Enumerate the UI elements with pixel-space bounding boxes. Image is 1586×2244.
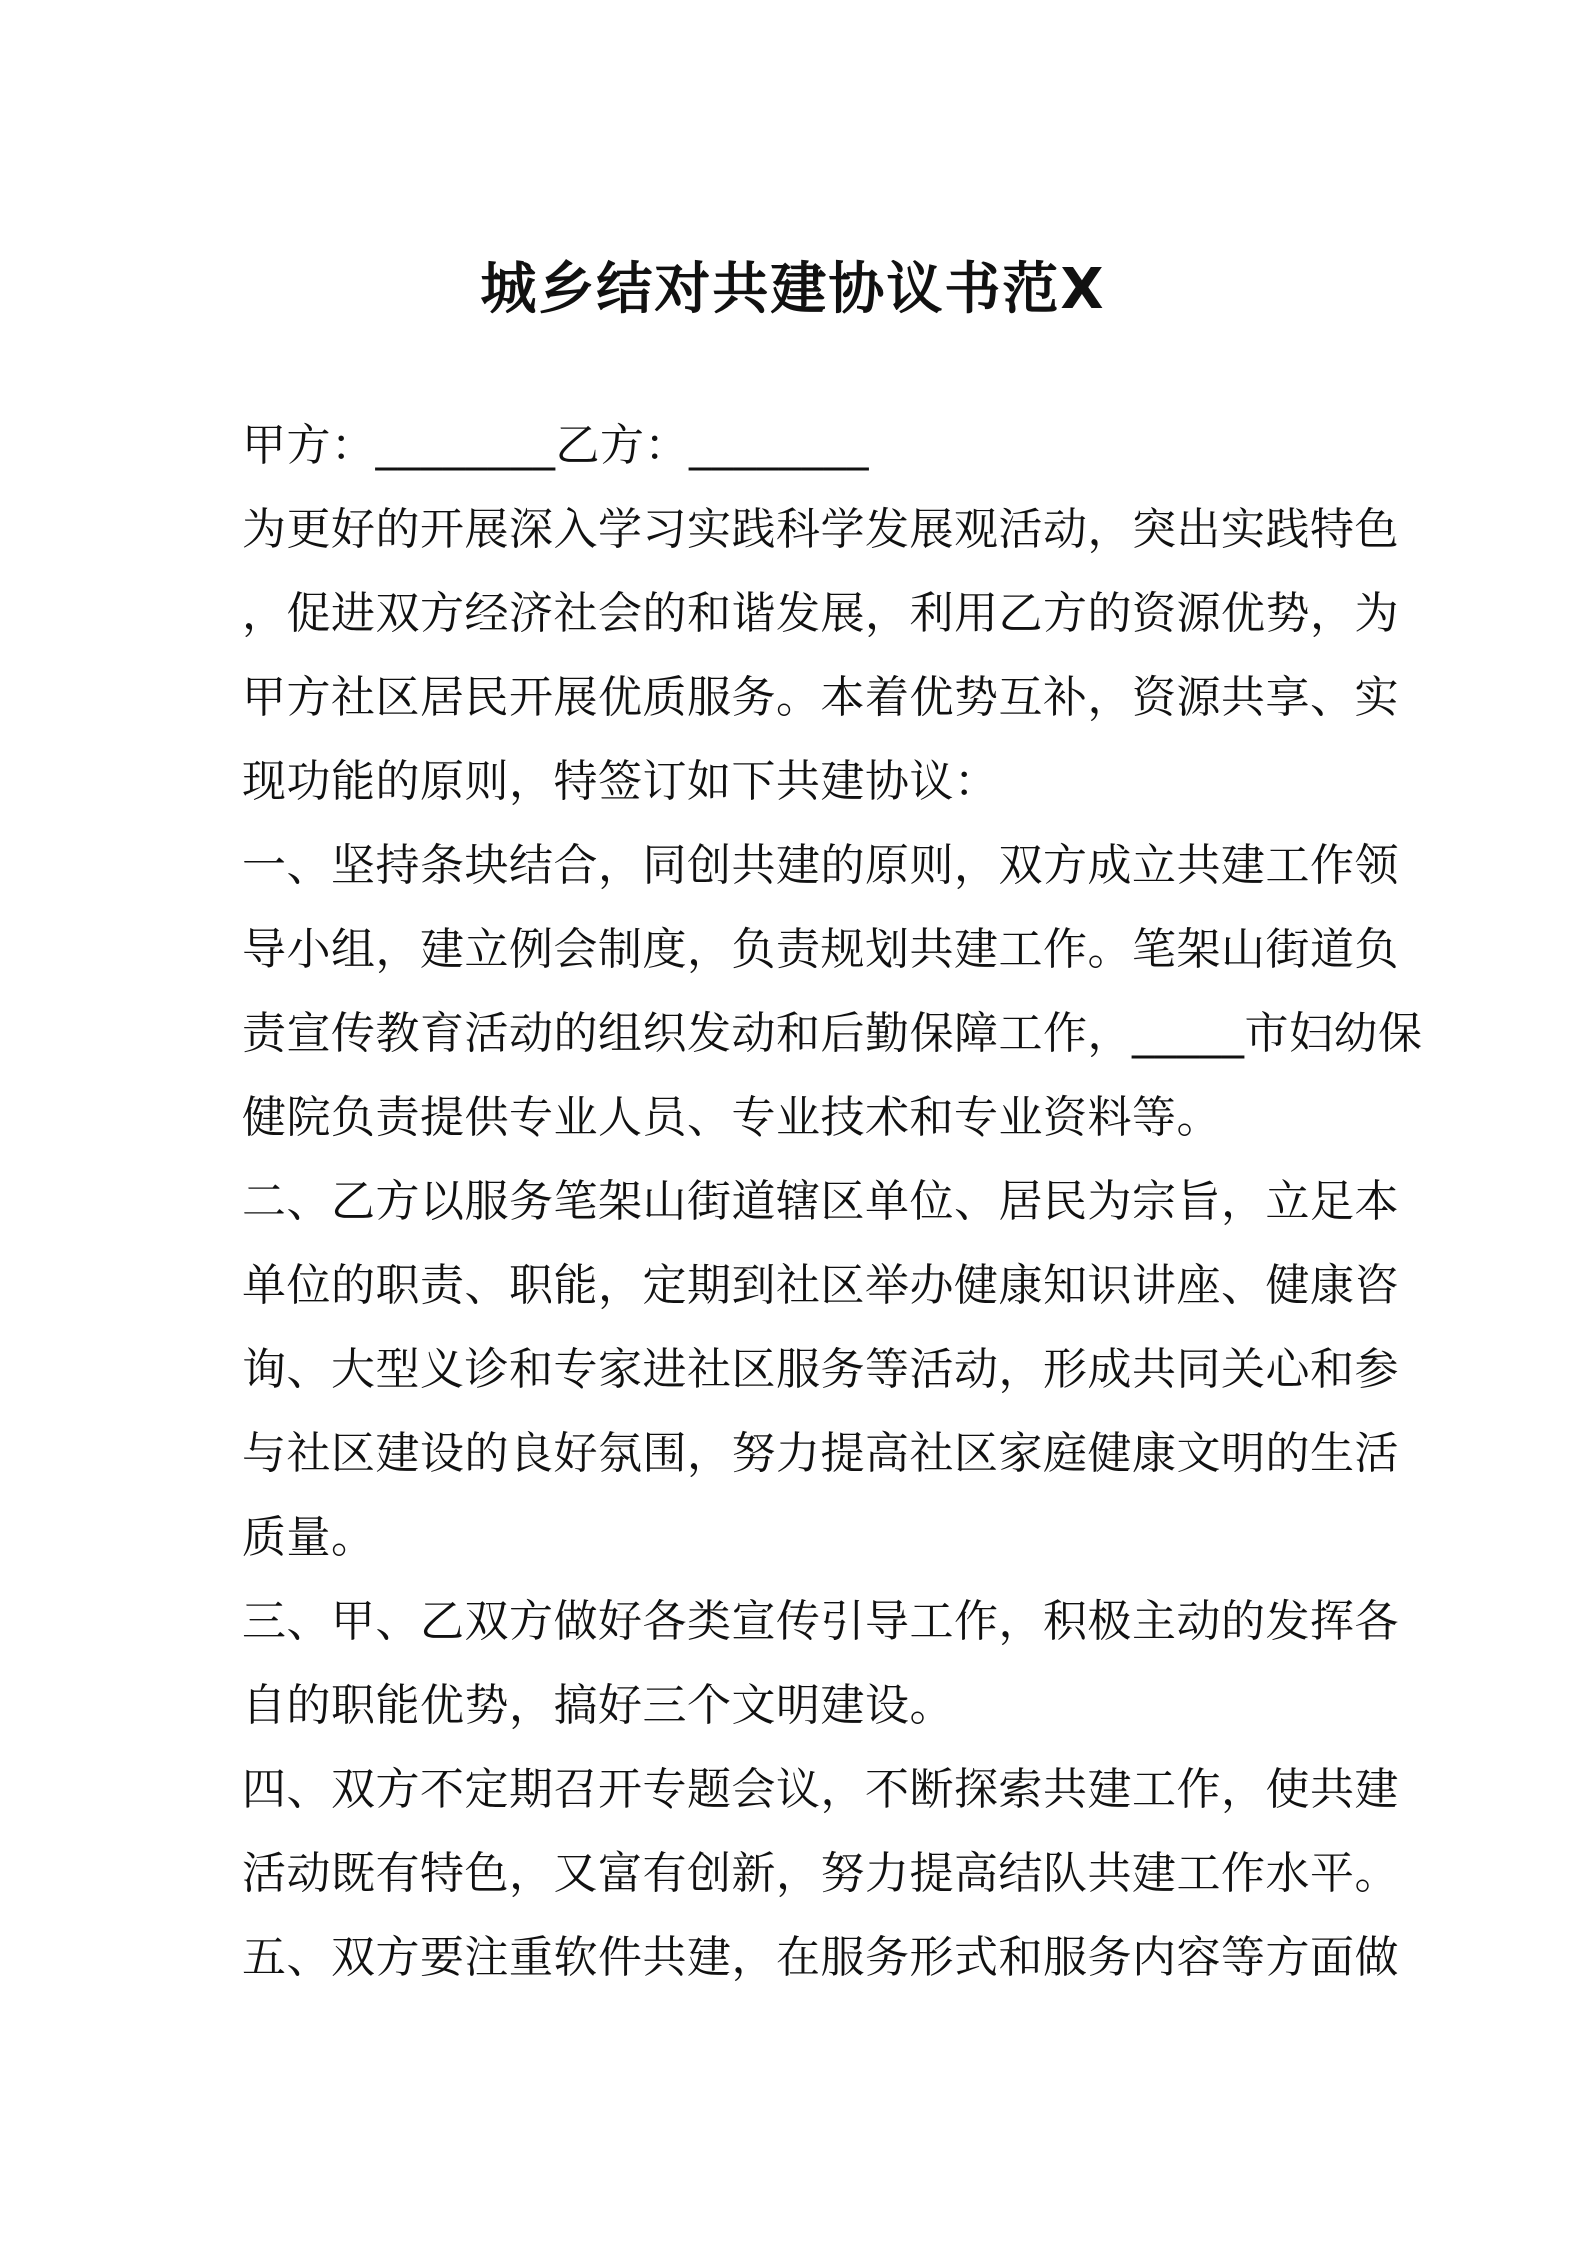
paragraph-line: 自的职能优势，搞好三个文明建设。 [242,1680,954,1731]
paragraph-line: ，促进双方经济社会的和谐发展，利用乙方的资源优势，为 [242,588,1399,639]
paragraph-line: 甲方社区居民开展优质服务。本着优势互补，资源共享、实 [242,672,1399,723]
paragraph-line: 询、大型义诊和专家进社区服务等活动，形成共同关心和参 [242,1344,1399,1395]
paragraph-line: 质量。 [242,1512,376,1563]
paragraph-line: 四、双方不定期召开专题会议，不断探索共建工作，使共建 [242,1764,1399,1815]
paragraph-line: 导小组，建立例会制度，负责规划共建工作。笔架山街道负 [242,924,1399,975]
paragraph-line: 活动既有特色，又富有创新，努力提高结队共建工作水平。 [242,1848,1399,1899]
paragraph-line: 健院负责提供专业人员、专业技术和专业资料等。 [242,1092,1221,1143]
paragraph-line: 三、甲、乙双方做好各类宣传引导工作，积极主动的发挥各 [242,1596,1399,1647]
paragraph-line: 现功能的原则，特签订如下共建协议： [242,756,999,807]
document-title: 城乡结对共建协议书范X [480,257,1106,322]
paragraph-line: 为更好的开展深入学习实践科学发展观活动，突出实践特色 [242,504,1399,555]
paragraph-line: 与社区建设的良好氛围，努力提高社区家庭健康文明的生活 [242,1428,1399,1479]
paragraph-line: 责宣传教育活动的组织发动和后勤保障工作，_____市妇幼保 [242,1008,1423,1059]
paragraph-line: 五、双方要注重软件共建，在服务形式和服务内容等方面做 [242,1932,1399,1983]
paragraph-line: 二、乙方以服务笔架山街道辖区单位、居民为宗旨，立足本 [242,1176,1399,1227]
paragraph-line: 一、坚持条块结合，同创共建的原则，双方成立共建工作领 [242,840,1399,891]
party-line: 甲方：________乙方：________ [242,420,869,471]
paragraph-line: 单位的职责、职能，定期到社区举办健康知识讲座、健康咨 [242,1260,1399,1311]
